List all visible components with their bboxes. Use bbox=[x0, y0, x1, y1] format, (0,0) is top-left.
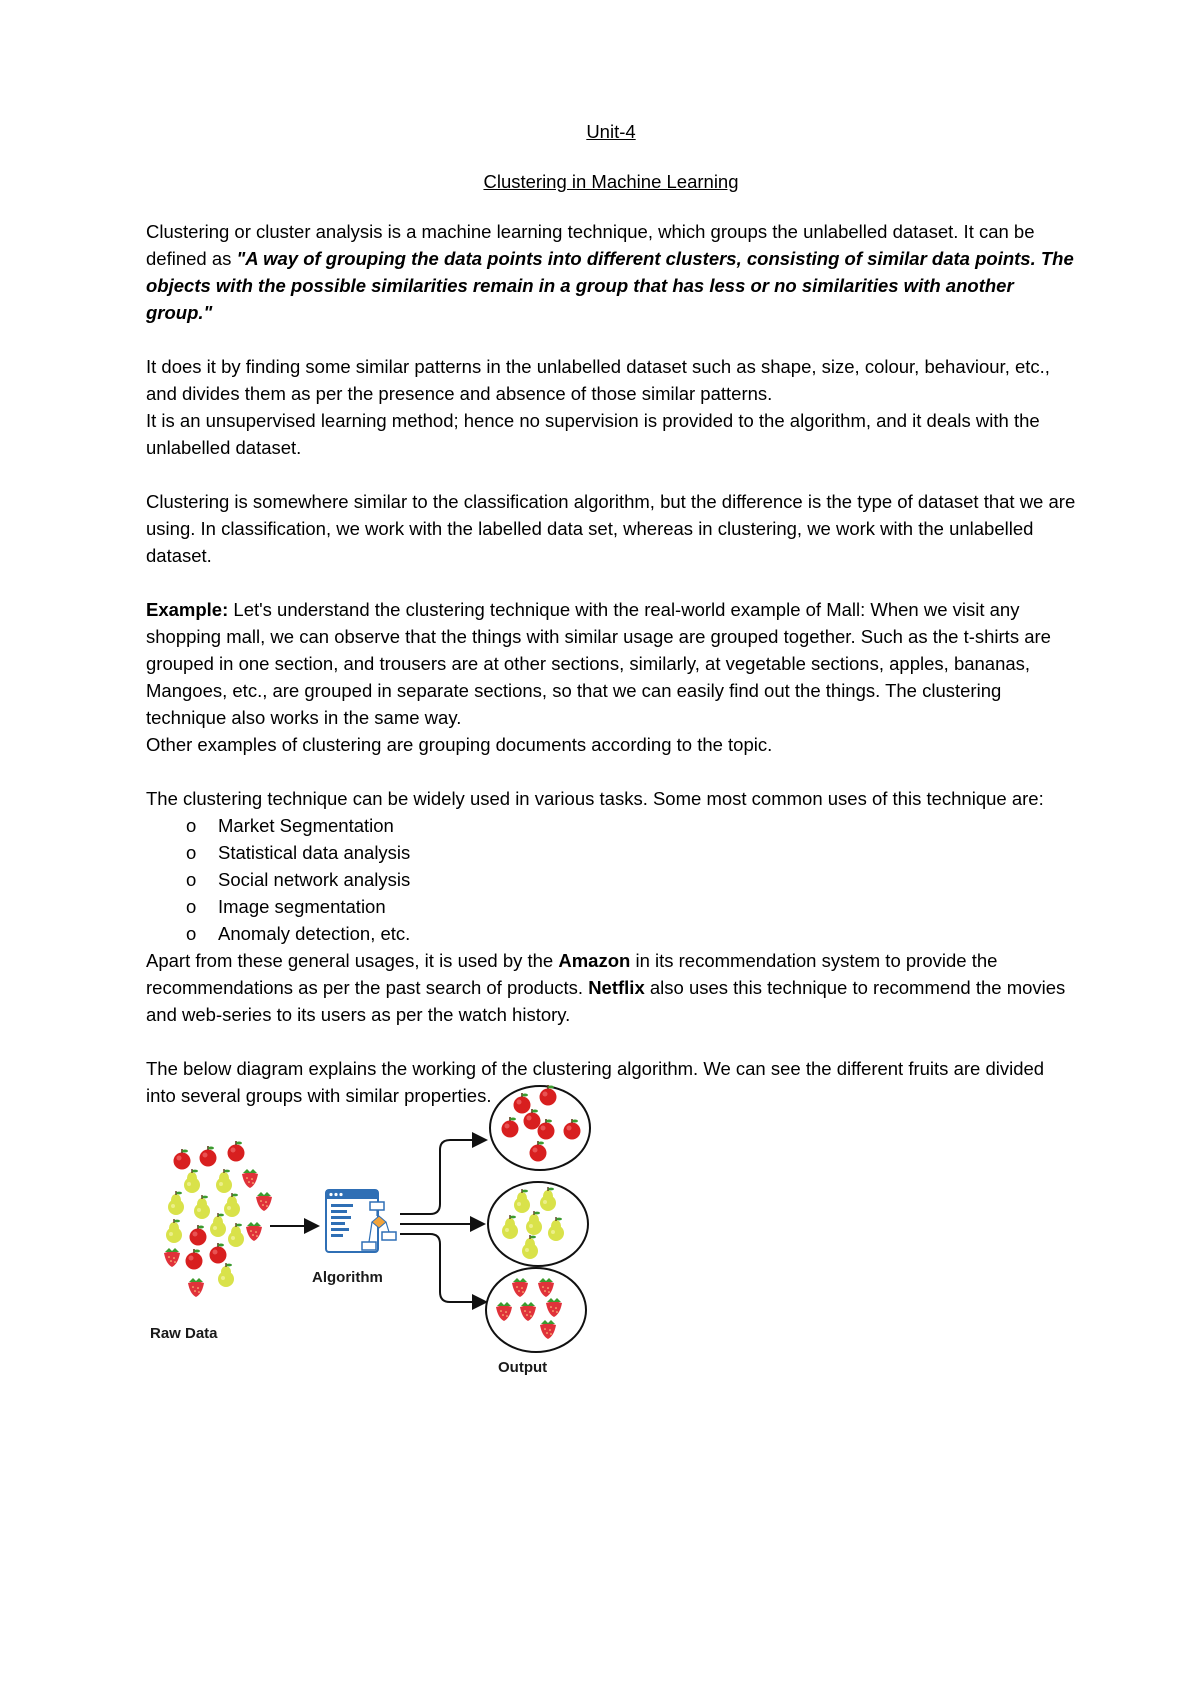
unsupervised-paragraph: It is an unsupervised learning method; hence no supervision is provided to the algorithm, and it deals with the unlabelled dataset. bbox=[146, 410, 1040, 458]
strawberry-cluster bbox=[486, 1268, 586, 1352]
arrow-icon bbox=[400, 1234, 486, 1302]
example-text: Let's understand the clustering technique with the real-world example of Mall: When we visit any shopping mall, we can observe that the things with similar usage are grouped together. Such as the t-shirts are grouped in one section, and trousers are at other sections, similarly, at vegetable sections, apples, bananas, Mangoes, etc., are grouped in separate sections, so that we can easily find out the things. The clustering technique also works in the same way. bbox=[146, 599, 1051, 728]
bullet-marker: o bbox=[186, 923, 197, 944]
bullet-marker: o bbox=[186, 869, 197, 890]
algorithm-label: Algorithm bbox=[312, 1269, 383, 1286]
pear-cluster bbox=[488, 1182, 588, 1266]
apple-icon bbox=[174, 1149, 191, 1170]
strawberry-icon bbox=[164, 1248, 180, 1267]
list-item: o Statistical data analysis bbox=[146, 839, 1076, 866]
uses-list bbox=[146, 812, 1076, 947]
uses-intro: The clustering technique can be widely used in various tasks. Some most common uses of this technique are: bbox=[146, 788, 1044, 809]
patterns-paragraph: It does it by finding some similar patterns in the unlabelled dataset such as shape, size, colour, behaviour, etc., and divides them as per the presence and absence of those similar patterns. bbox=[146, 356, 1050, 404]
bullet-marker: o bbox=[186, 815, 197, 836]
output-label: Output bbox=[498, 1359, 548, 1376]
example-label: Example: bbox=[146, 599, 229, 620]
pear-icon bbox=[224, 1193, 240, 1217]
strawberry-icon bbox=[242, 1169, 258, 1188]
strawberry-icon bbox=[246, 1222, 262, 1241]
classification-paragraph: Clustering is somewhere similar to the classification algorithm, but the difference is the type of dataset that we are using. In classification, we work with the labelled data set, whereas in clustering, we work with the unlabelled dataset. bbox=[146, 491, 1076, 566]
apple-cluster bbox=[490, 1085, 590, 1170]
list-item: o Image segmentation bbox=[146, 893, 1076, 920]
bullet-marker: o bbox=[186, 896, 197, 917]
section-title: Clustering in Machine Learning bbox=[483, 171, 739, 192]
arrow-icon bbox=[400, 1140, 486, 1214]
pear-icon bbox=[168, 1191, 184, 1215]
raw-data-fruits bbox=[164, 1141, 272, 1297]
apple-icon bbox=[190, 1225, 207, 1246]
algorithm-icon bbox=[326, 1190, 396, 1252]
pear-icon bbox=[210, 1213, 226, 1237]
clustering-diagram-svg bbox=[150, 1080, 650, 1410]
raw-data-label: Raw Data bbox=[150, 1325, 218, 1342]
pear-icon bbox=[184, 1169, 200, 1193]
list-item: o Social network analysis bbox=[146, 866, 1076, 893]
bullet-marker: o bbox=[186, 842, 197, 863]
unit-title: Unit-4 bbox=[586, 121, 636, 142]
document-body bbox=[146, 118, 1076, 1136]
intro-paragraph bbox=[146, 218, 1076, 326]
pear-icon bbox=[216, 1169, 232, 1193]
pear-icon bbox=[166, 1219, 182, 1243]
apple-icon bbox=[200, 1146, 217, 1167]
diagram-intro-paragraph: The below diagram explains the working of the clustering algorithm. We can see the different fruits are divided into several groups with similar properties. bbox=[146, 1058, 1045, 1106]
list-item: o Market Segmentation bbox=[146, 812, 1076, 839]
clustering-diagram bbox=[150, 1080, 650, 1410]
pear-icon bbox=[228, 1223, 244, 1247]
apple-icon bbox=[186, 1249, 203, 1270]
example-paragraph bbox=[146, 596, 1076, 731]
netflix-name: Netflix bbox=[588, 977, 645, 998]
intro-lead: Clustering or cluster analysis is a machine learning technique, which groups the unlabelled dataset. It can be defined as bbox=[146, 221, 1035, 269]
apple-icon bbox=[210, 1243, 227, 1264]
pear-icon bbox=[218, 1263, 234, 1287]
pear-icon bbox=[194, 1195, 210, 1219]
apple-icon bbox=[228, 1141, 245, 1162]
list-item: o Anomaly detection, etc. bbox=[146, 920, 1076, 947]
other-examples-paragraph: Other examples of clustering are grouping documents according to the topic. bbox=[146, 734, 773, 755]
definition-quote: "A way of grouping the data points into different clusters, consisting of similar data points. The objects with the possible similarities remain in a group that has less or no similarities with another group." bbox=[146, 248, 1074, 323]
strawberry-icon bbox=[256, 1192, 272, 1211]
amazon-name: Amazon bbox=[558, 950, 631, 971]
strawberry-icon bbox=[188, 1278, 204, 1297]
apart-paragraph: Apart from these general usages, it is used by the Amazon in its recommendation system to provide the recommendations as per the past search of products. Netflix also uses this technique to recommend the movies and web-series to its users as per the watch history. bbox=[146, 950, 1066, 1025]
